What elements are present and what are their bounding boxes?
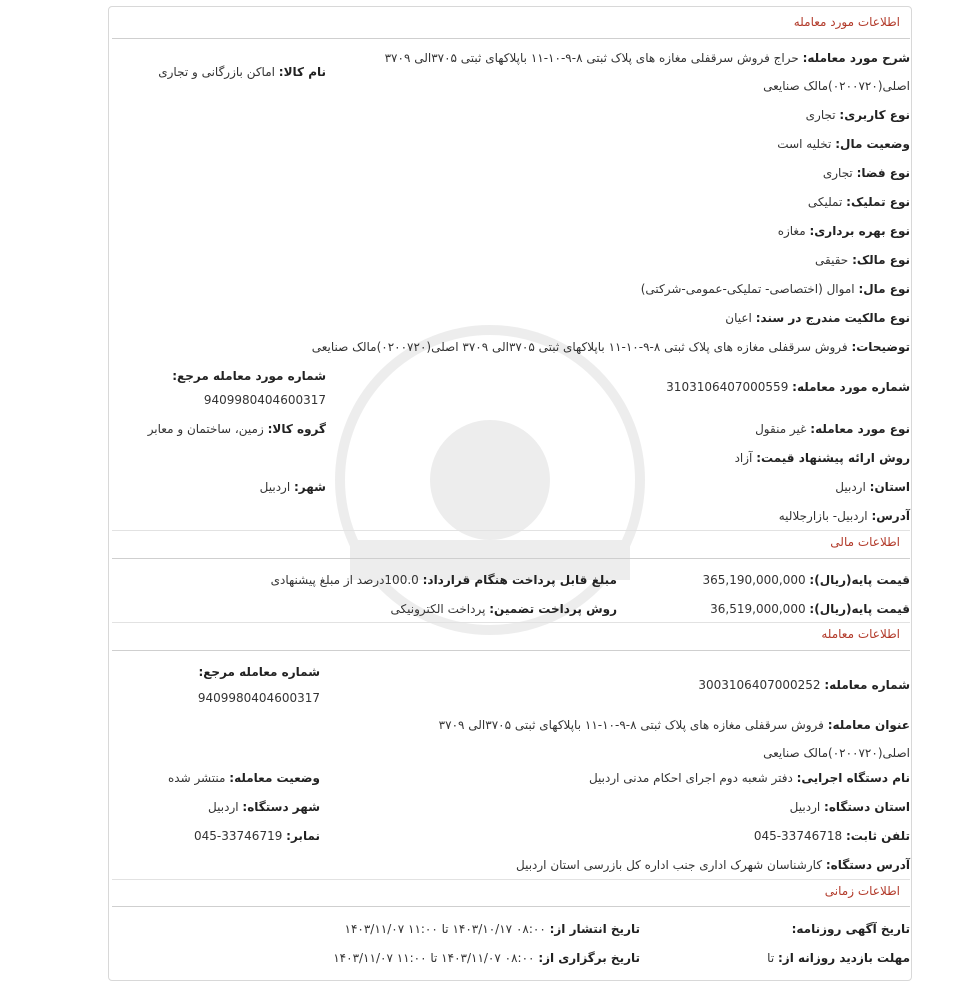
usage-type: [806, 105, 910, 125]
hold-date-value: ۰۸:۰۰ ۱۴۰۳/۱۱/۰۷ تا ۱۱:۰۰ ۱۴۰۳/۱۱/۰۷: [333, 951, 535, 965]
usage-type-label: نوع کاربری:: [839, 108, 910, 122]
price-method-label: روش ارائه پیشنهاد قیمت:: [756, 451, 910, 465]
price-method: [735, 448, 910, 468]
ref-deal-number-value: 9409980404600317: [203, 393, 326, 407]
deal-type-value: غیر منقول: [755, 422, 807, 436]
ownership-type: [808, 192, 910, 212]
ref-deal-number-label: شماره مورد معامله مرجع:: [172, 369, 326, 383]
transaction-status-label: وضعیت معامله:: [229, 771, 320, 785]
province-value: اردبیل: [835, 480, 866, 494]
org-address-value: کارشناسان شهرک اداری جنب اداره کل بازرسی استان اردبیل: [515, 858, 823, 872]
phone: [754, 826, 910, 846]
transaction-number-value: 3003106407000252: [698, 678, 821, 692]
goods-name-label: نام کالا:: [278, 65, 326, 79]
guarantee-method: [391, 599, 617, 619]
ownership-type-label: نوع تملیک:: [846, 195, 910, 209]
org-city-value: اردبیل: [208, 800, 239, 814]
phone-label: تلفن ثابت:: [845, 829, 910, 843]
base-price-label: قیمت پایه(ریال):: [809, 573, 910, 587]
usage-type-value: تجاری: [805, 108, 836, 122]
owner-type-label: نوع مالک:: [852, 253, 910, 267]
divider: [112, 879, 910, 880]
ref-transaction-number-label: شماره معامله مرجع:: [198, 665, 320, 679]
exploitation-type: [778, 221, 910, 241]
address-label: آدرس:: [871, 509, 910, 523]
fax: [194, 826, 320, 846]
exploitation-type-label: نوع بهره برداری:: [809, 224, 910, 238]
document-ownership-value: اعیان: [725, 311, 752, 325]
publish-date-label: تاریخ انتشار از:: [549, 922, 640, 936]
goods-name: [158, 62, 326, 82]
publish-date: [345, 919, 640, 939]
transaction-status-value: منتشر شده: [167, 771, 226, 785]
deal-number-value: 3103106407000559: [666, 380, 789, 394]
space-type-label: نوع فضا:: [856, 166, 910, 180]
org-province: [790, 797, 910, 817]
base-price: [703, 570, 910, 590]
property-status-label: وضعیت مال:: [835, 137, 910, 151]
province: [835, 477, 910, 497]
base-price-2: [710, 599, 910, 619]
divider: [112, 906, 910, 907]
guarantee-method-value: پرداخت الکترونیکی: [390, 602, 486, 616]
executor: [589, 768, 910, 788]
divider: [112, 650, 910, 651]
space-type: [823, 163, 910, 183]
visit-deadline: [767, 948, 910, 968]
org-city-label: شهر دستگاه:: [242, 800, 320, 814]
city: [260, 477, 326, 497]
price-method-value: آزاد: [734, 451, 753, 465]
deal-description-value: حراج فروش سرقفلی مغازه های پلاک ثبتی ۸-۹-۱۰-۱۱ باپلاکهای ثبتی ۳۷۰۵الی ۳۷۰۹ اصلی(۰۲۰۰۷۲۰)مالک صنایعی: [384, 51, 910, 93]
base-price-value: 365,190,000,000: [702, 573, 806, 587]
divider: [112, 558, 910, 559]
province-label: استان:: [869, 480, 910, 494]
payable-amount: [271, 570, 617, 590]
property-type-value: اموال (اختصاصی- تملیکی-عمومی-شرکتی): [640, 282, 855, 296]
notes-label: توضیحات:: [851, 340, 910, 354]
transaction-number: [698, 675, 910, 695]
owner-type: [815, 250, 910, 270]
phone-value: 045-33746718: [753, 829, 843, 843]
guarantee-method-label: روش پرداخت تضمین:: [489, 602, 617, 616]
notes-value: فروش سرقفلی مغازه های پلاک ثبتی ۸-۹-۱۰-۱۱ باپلاکهای ثبتی ۳۷۰۵الی ۳۷۰۹ اصلی(۰۲۰۰۷۲۰)مالک صنایعی: [311, 340, 848, 354]
goods-group-value: زمین، ساختمان و معابر: [147, 422, 264, 436]
section-title-transaction: اطلاعات معامله: [821, 627, 900, 641]
transaction-status: [168, 768, 320, 788]
org-province-value: اردبیل: [789, 800, 821, 814]
org-city: [208, 797, 320, 817]
transaction-number-label: شماره معامله:: [824, 678, 910, 692]
goods-group-label: گروه کالا:: [267, 422, 326, 436]
document-ownership: [725, 308, 910, 328]
exploitation-type-value: مغازه: [777, 224, 806, 238]
deal-description-label: شرح مورد معامله:: [802, 51, 910, 65]
address-value: اردبیل- بازارجلالیه: [778, 509, 868, 523]
divider: [112, 38, 910, 39]
divider: [112, 622, 910, 623]
section-title-deal-info: اطلاعات مورد معامله: [793, 15, 900, 29]
deal-type-label: نوع مورد معامله:: [810, 422, 910, 436]
space-type-value: تجاری: [822, 166, 853, 180]
property-status-value: تخلیه است: [777, 137, 832, 151]
base-price-2-value: 36,519,000,000: [710, 602, 806, 616]
divider: [112, 530, 910, 531]
hold-date-label: تاریخ برگزاری از:: [538, 951, 640, 965]
document-ownership-label: نوع مالکیت مندرج در سند:: [755, 311, 910, 325]
notes: [312, 337, 910, 357]
ref-transaction-number-value: 9409980404600317: [197, 691, 320, 705]
deal-number-label: شماره مورد معامله:: [792, 380, 910, 394]
deal-number: [666, 377, 910, 397]
goods-name-value: اماکن بازرگانی و تجاری: [158, 65, 275, 79]
property-type-label: نوع مال:: [858, 282, 910, 296]
base-price-2-label: قیمت پایه(ریال):: [809, 602, 910, 616]
org-province-label: استان دستگاه:: [824, 800, 910, 814]
transaction-title-value: فروش سرقفلی مغازه های پلاک ثبتی ۸-۹-۱۰-۱۱ باپلاکهای ثبتی ۳۷۰۵الی ۳۷۰۹ اصلی(۰۲۰۰۷۲۰)مالک صنایعی: [438, 718, 910, 760]
ownership-type-value: تملیکی: [807, 195, 843, 209]
section-title-financial: اطلاعات مالی: [830, 535, 900, 549]
visit-deadline-label: مهلت بازدید روزانه از:: [778, 951, 910, 965]
payable-amount-value: 100.0درصد از مبلغ پیشنهادی: [270, 573, 419, 587]
goods-group: [148, 419, 326, 439]
newspaper-date: [792, 919, 910, 939]
org-address: [516, 855, 910, 875]
transaction-title-label: عنوان معامله:: [827, 718, 910, 732]
publish-date-value: ۰۸:۰۰ ۱۴۰۳/۱۰/۱۷ تا ۱۱:۰۰ ۱۴۰۳/۱۱/۰۷: [344, 922, 546, 936]
city-value: اردبیل: [259, 480, 291, 494]
fax-label: نمابر:: [286, 829, 320, 843]
fax-value: 045-33746719: [194, 829, 283, 843]
newspaper-date-label: تاریخ آگهی روزنامه:: [791, 922, 910, 936]
deal-type: [755, 419, 910, 439]
visit-deadline-value: تا: [767, 951, 775, 965]
payable-amount-label: مبلغ قابل پرداخت هنگام قرارداد:: [422, 573, 617, 587]
property-type: [641, 279, 910, 299]
transaction-title: [355, 711, 910, 767]
address: [779, 506, 910, 526]
org-address-label: آدرس دستگاه:: [825, 858, 910, 872]
deal-description: [355, 44, 910, 100]
section-title-time: اطلاعات زمانی: [824, 884, 900, 898]
hold-date: [333, 948, 640, 968]
property-status: [777, 134, 910, 154]
executor-value: دفتر شعبه دوم اجرای احکام مدنی اردبیل: [588, 771, 793, 785]
executor-label: نام دستگاه اجرایی:: [796, 771, 910, 785]
city-label: شهر:: [294, 480, 326, 494]
owner-type-value: حقیقی: [815, 253, 849, 267]
